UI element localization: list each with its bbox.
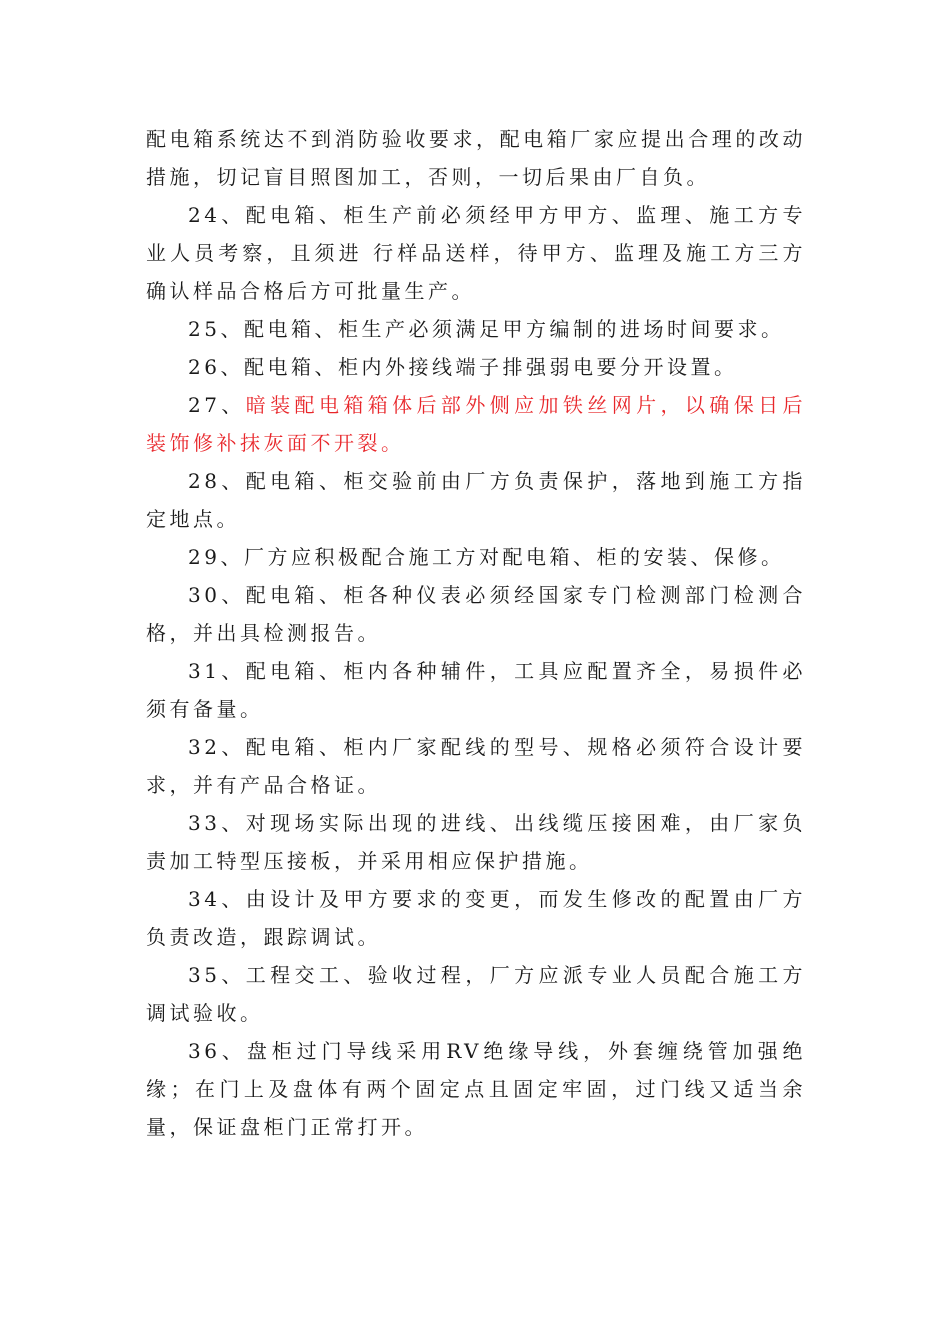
- paragraph-text: 配电箱系统达不到消防验收要求，配电箱厂家应提出合理的改动措施，切记盲目照图加工，否则，一切后果由厂自负。: [146, 127, 806, 189]
- item-number: 32、: [188, 735, 246, 759]
- paragraph-text: 配电箱、柜生产前必须经甲方甲方、监理、施工方专业人员考察，且须进 行样品送样，待甲方、监理及施工方三方确认样品合格后方可批量生产。: [146, 203, 807, 303]
- item-number: 27、: [188, 393, 246, 417]
- paragraph-item-31: [146, 652, 806, 728]
- paragraph-item-28: [146, 462, 806, 538]
- paragraph-item-35: [146, 956, 806, 1032]
- item-number: 31、: [188, 659, 246, 683]
- paragraph-text: 由设计及甲方要求的变更，而发生修改的配置由厂方负责改造，跟踪调试。: [146, 887, 807, 949]
- paragraph-item-29: [146, 538, 806, 576]
- paragraph-text: 配电箱、柜内外接线端子排强弱电要分开设置。: [243, 355, 738, 379]
- paragraph-text: 配电箱、柜各种仪表必须经国家专门检测部门检测合格，并出具检测报告。: [146, 583, 807, 645]
- item-number: 29、: [188, 545, 244, 569]
- paragraph-text: 配电箱、柜内各种辅件，工具应配置齐全，易损件必须有备量。: [146, 659, 807, 721]
- item-number: 33、: [188, 811, 246, 835]
- item-number: 36、: [188, 1039, 247, 1063]
- paragraph-item-24: [146, 196, 806, 310]
- item-number: 30、: [188, 583, 246, 607]
- paragraph-text: 工程交工、验收过程，厂方应派专业人员配合施工方调试验收。: [146, 963, 807, 1025]
- paragraph-item-30: [146, 576, 806, 652]
- document-body: [146, 120, 806, 1146]
- paragraph-item-34: [146, 880, 806, 956]
- item-number: 28、: [188, 469, 246, 493]
- paragraph-item-33: [146, 804, 806, 880]
- paragraph-text: 配电箱、柜交验前由厂方负责保护，落地到施工方指定地点。: [146, 469, 807, 531]
- paragraph-text: 配电箱、柜内厂家配线的型号、规格必须符合设计要求，并有产品合格证。: [146, 735, 807, 797]
- paragraph-item-27-highlighted: [146, 386, 806, 462]
- paragraph-item-32: [146, 728, 806, 804]
- paragraph-text-highlighted: 暗装配电箱箱体后部外侧应加铁丝网片，以确保日后装饰修补抹灰面不开裂。: [146, 393, 807, 455]
- paragraph-text: 对现场实际出现的进线、出线缆压接困难，由厂家负责加工特型压接板，并采用相应保护措施。: [146, 811, 807, 873]
- paragraph-text: 厂方应积极配合施工方对配电箱、柜的安装、保修。: [243, 545, 785, 569]
- paragraph-text: 配电箱、柜生产必须满足甲方编制的进场时间要求。: [243, 317, 785, 341]
- paragraph-continuation: [146, 120, 806, 196]
- paragraph-item-25: [146, 310, 806, 348]
- paragraph-item-36: [146, 1032, 806, 1146]
- item-number: 26、: [188, 355, 244, 379]
- item-number: 35、: [188, 963, 246, 987]
- paragraph-item-26: [146, 348, 806, 386]
- item-number: 25、: [188, 317, 244, 341]
- item-number: 24、: [188, 203, 246, 227]
- paragraph-text: 盘柜过门导线采用RV绝缘导线，外套缠绕管加强绝缘；在门上及盘体有两个固定点且固定牢固，过门线又适当余量，保证盘柜门正常打开。: [146, 1039, 807, 1139]
- item-number: 34、: [188, 887, 246, 911]
